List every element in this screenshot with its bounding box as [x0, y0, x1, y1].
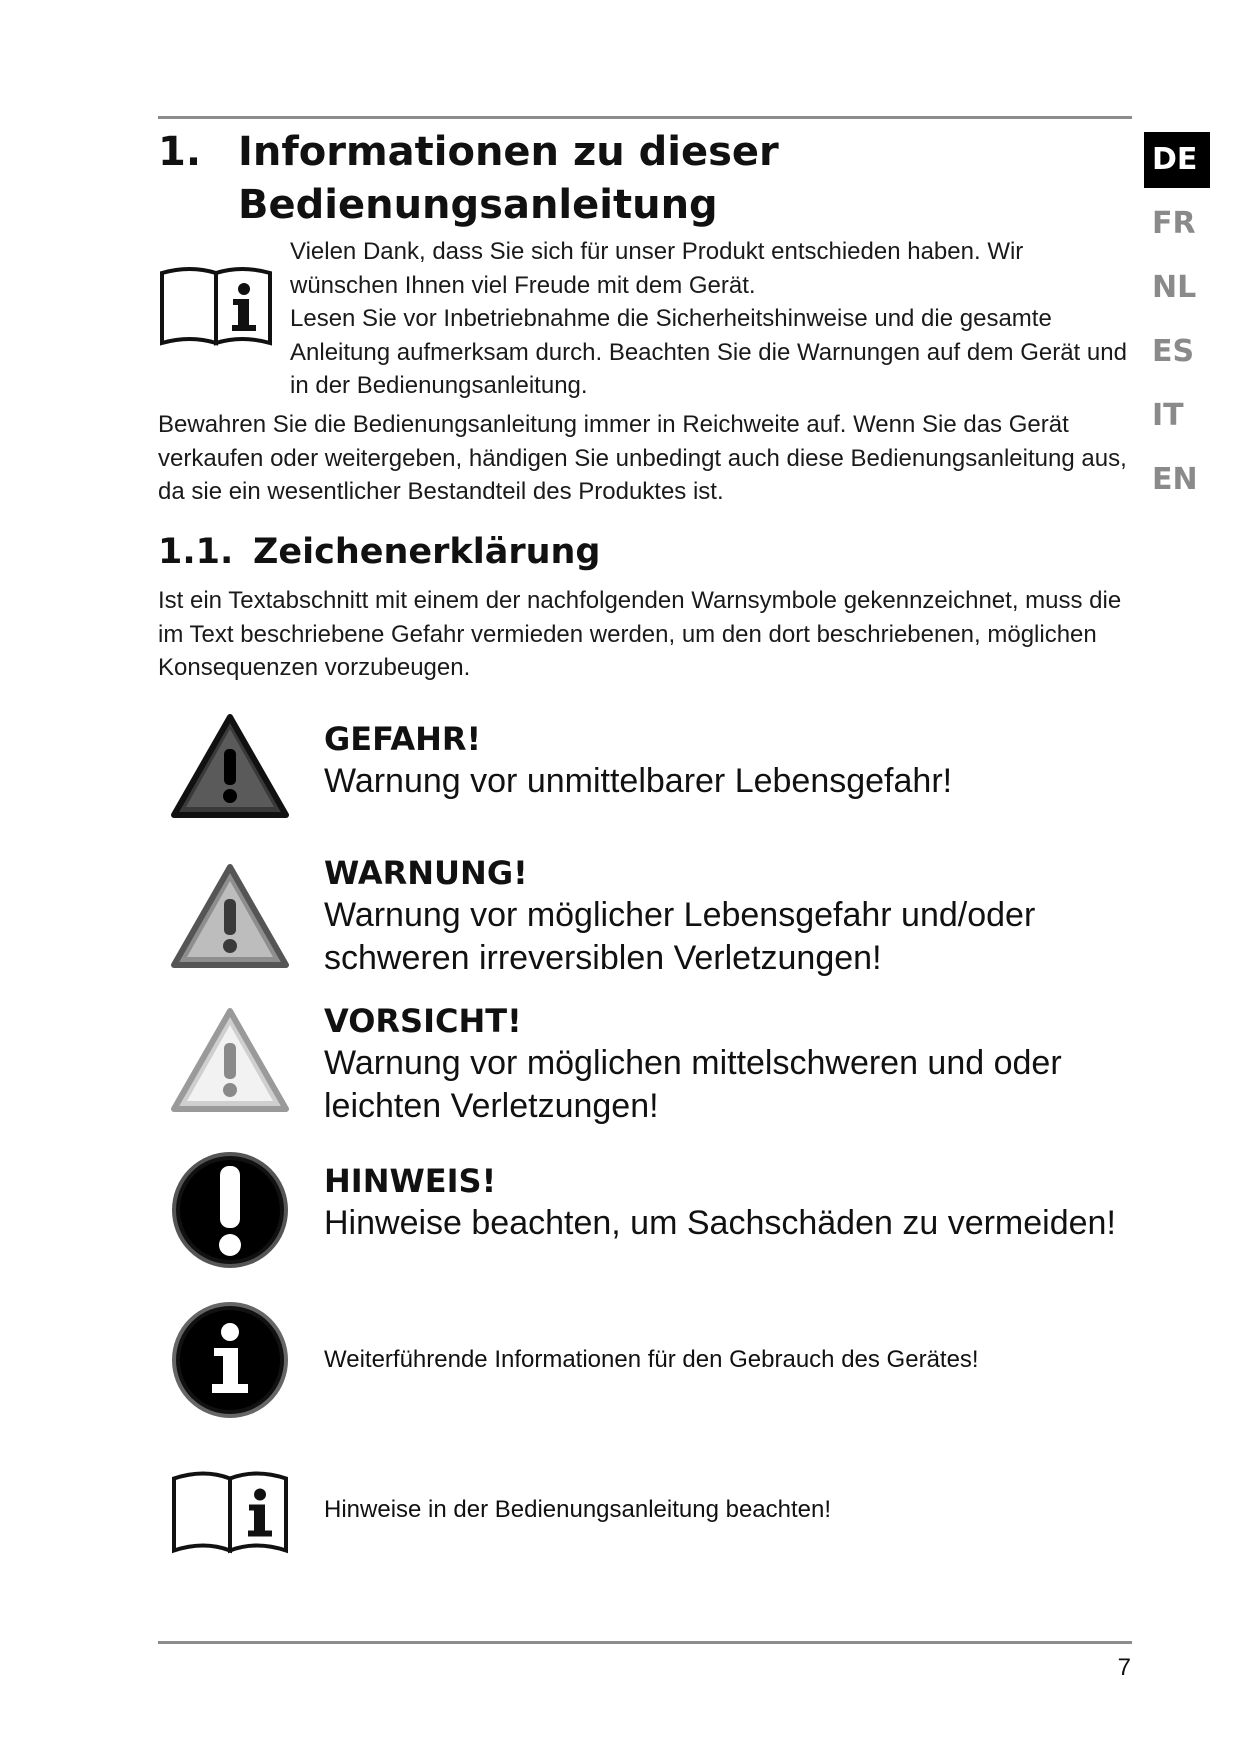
legend-intro-text: Ist ein Textabschnitt mit einem der nachfolgenden Warnsymbole gekennzeichnet, muss die im Text beschriebene Gefahr vermieden werden, um den dort beschriebenen, möglichen Konsequenzen vorzubeugen. — [158, 587, 1122, 681]
section-1-1-number: 1.1. — [158, 532, 234, 572]
intro-paragraph-2: Lesen Sie vor Inbetriebnahme die Sicherheitshinweise und die gesamte Anleitung aufmerksam durch. Beachten Sie die Warnungen auf dem Gerät und in der Bedienungsanleitung. — [290, 305, 1127, 399]
warning-description: Warnung vor möglicher Lebensgefahr und/oder schweren irreversiblen Verletzungen! — [324, 896, 1036, 977]
lang-tab-de[interactable]: DE — [1144, 132, 1210, 188]
caution-description: Warnung vor möglichen mittelschweren und oder leichten Verletzungen! — [324, 1044, 1062, 1125]
lang-tab-it[interactable]: IT — [1152, 398, 1184, 433]
danger-description: Warnung vor unmittelbarer Lebensgefahr! — [324, 762, 953, 800]
section-1-number: 1. — [158, 129, 202, 175]
section-1-1-heading — [158, 528, 600, 576]
manual-description: Hinweise in der Bedienungsanleitung beachten! — [324, 1496, 832, 1523]
bottom-rule — [158, 1641, 1132, 1644]
warning-triangle-icon — [170, 856, 290, 976]
manual-book-icon — [170, 1460, 290, 1560]
intro-block — [158, 235, 1128, 403]
section-1-1-title: Zeichenerklärung — [253, 532, 601, 572]
caution-triangle-icon — [170, 1000, 290, 1120]
lang-tab-en[interactable]: EN — [1152, 462, 1198, 497]
caution-title: VORSICHT! — [324, 1002, 522, 1040]
info-circle-icon — [170, 1300, 290, 1420]
notice-title: HINWEIS! — [324, 1162, 497, 1200]
notice-description: Hinweise beachten, um Sachschäden zu vermeiden! — [324, 1204, 1116, 1242]
language-tabs — [1144, 132, 1210, 516]
intro-paragraph-3: Bewahren Sie die Bedienungsanleitung immer in Reichweite auf. Wenn Sie das Gerät verkaufen oder weitergeben, händigen Sie unbedingt auch diese Bedienungsanleitung aus, da sie ein wesentlicher Bestandteil des Produktes ist. — [158, 411, 1127, 505]
section-1-heading — [158, 126, 779, 232]
intro-paragraph-1: Vielen Dank, dass Sie sich für unser Produkt entschieden haben. Wir wünschen Ihnen viel Freude mit dem Gerät. — [290, 238, 1024, 299]
danger-title: GEFAHR! — [324, 720, 482, 758]
lang-tab-fr[interactable]: FR — [1152, 206, 1196, 241]
info-description: Weiterführende Informationen für den Gebrauch des Gerätes! — [324, 1346, 979, 1373]
page-number: 7 — [1117, 1654, 1131, 1681]
lang-tab-nl[interactable]: NL — [1152, 270, 1197, 305]
section-1-title-line2: Bedienungsanleitung — [238, 182, 718, 228]
exclamation-circle-icon — [170, 1150, 290, 1270]
lang-tab-es[interactable]: ES — [1152, 334, 1195, 369]
section-1-title-line1: Informationen zu dieser — [238, 129, 779, 175]
warning-title: WARNUNG! — [324, 854, 528, 892]
danger-triangle-icon — [170, 706, 290, 826]
top-rule — [158, 116, 1132, 119]
